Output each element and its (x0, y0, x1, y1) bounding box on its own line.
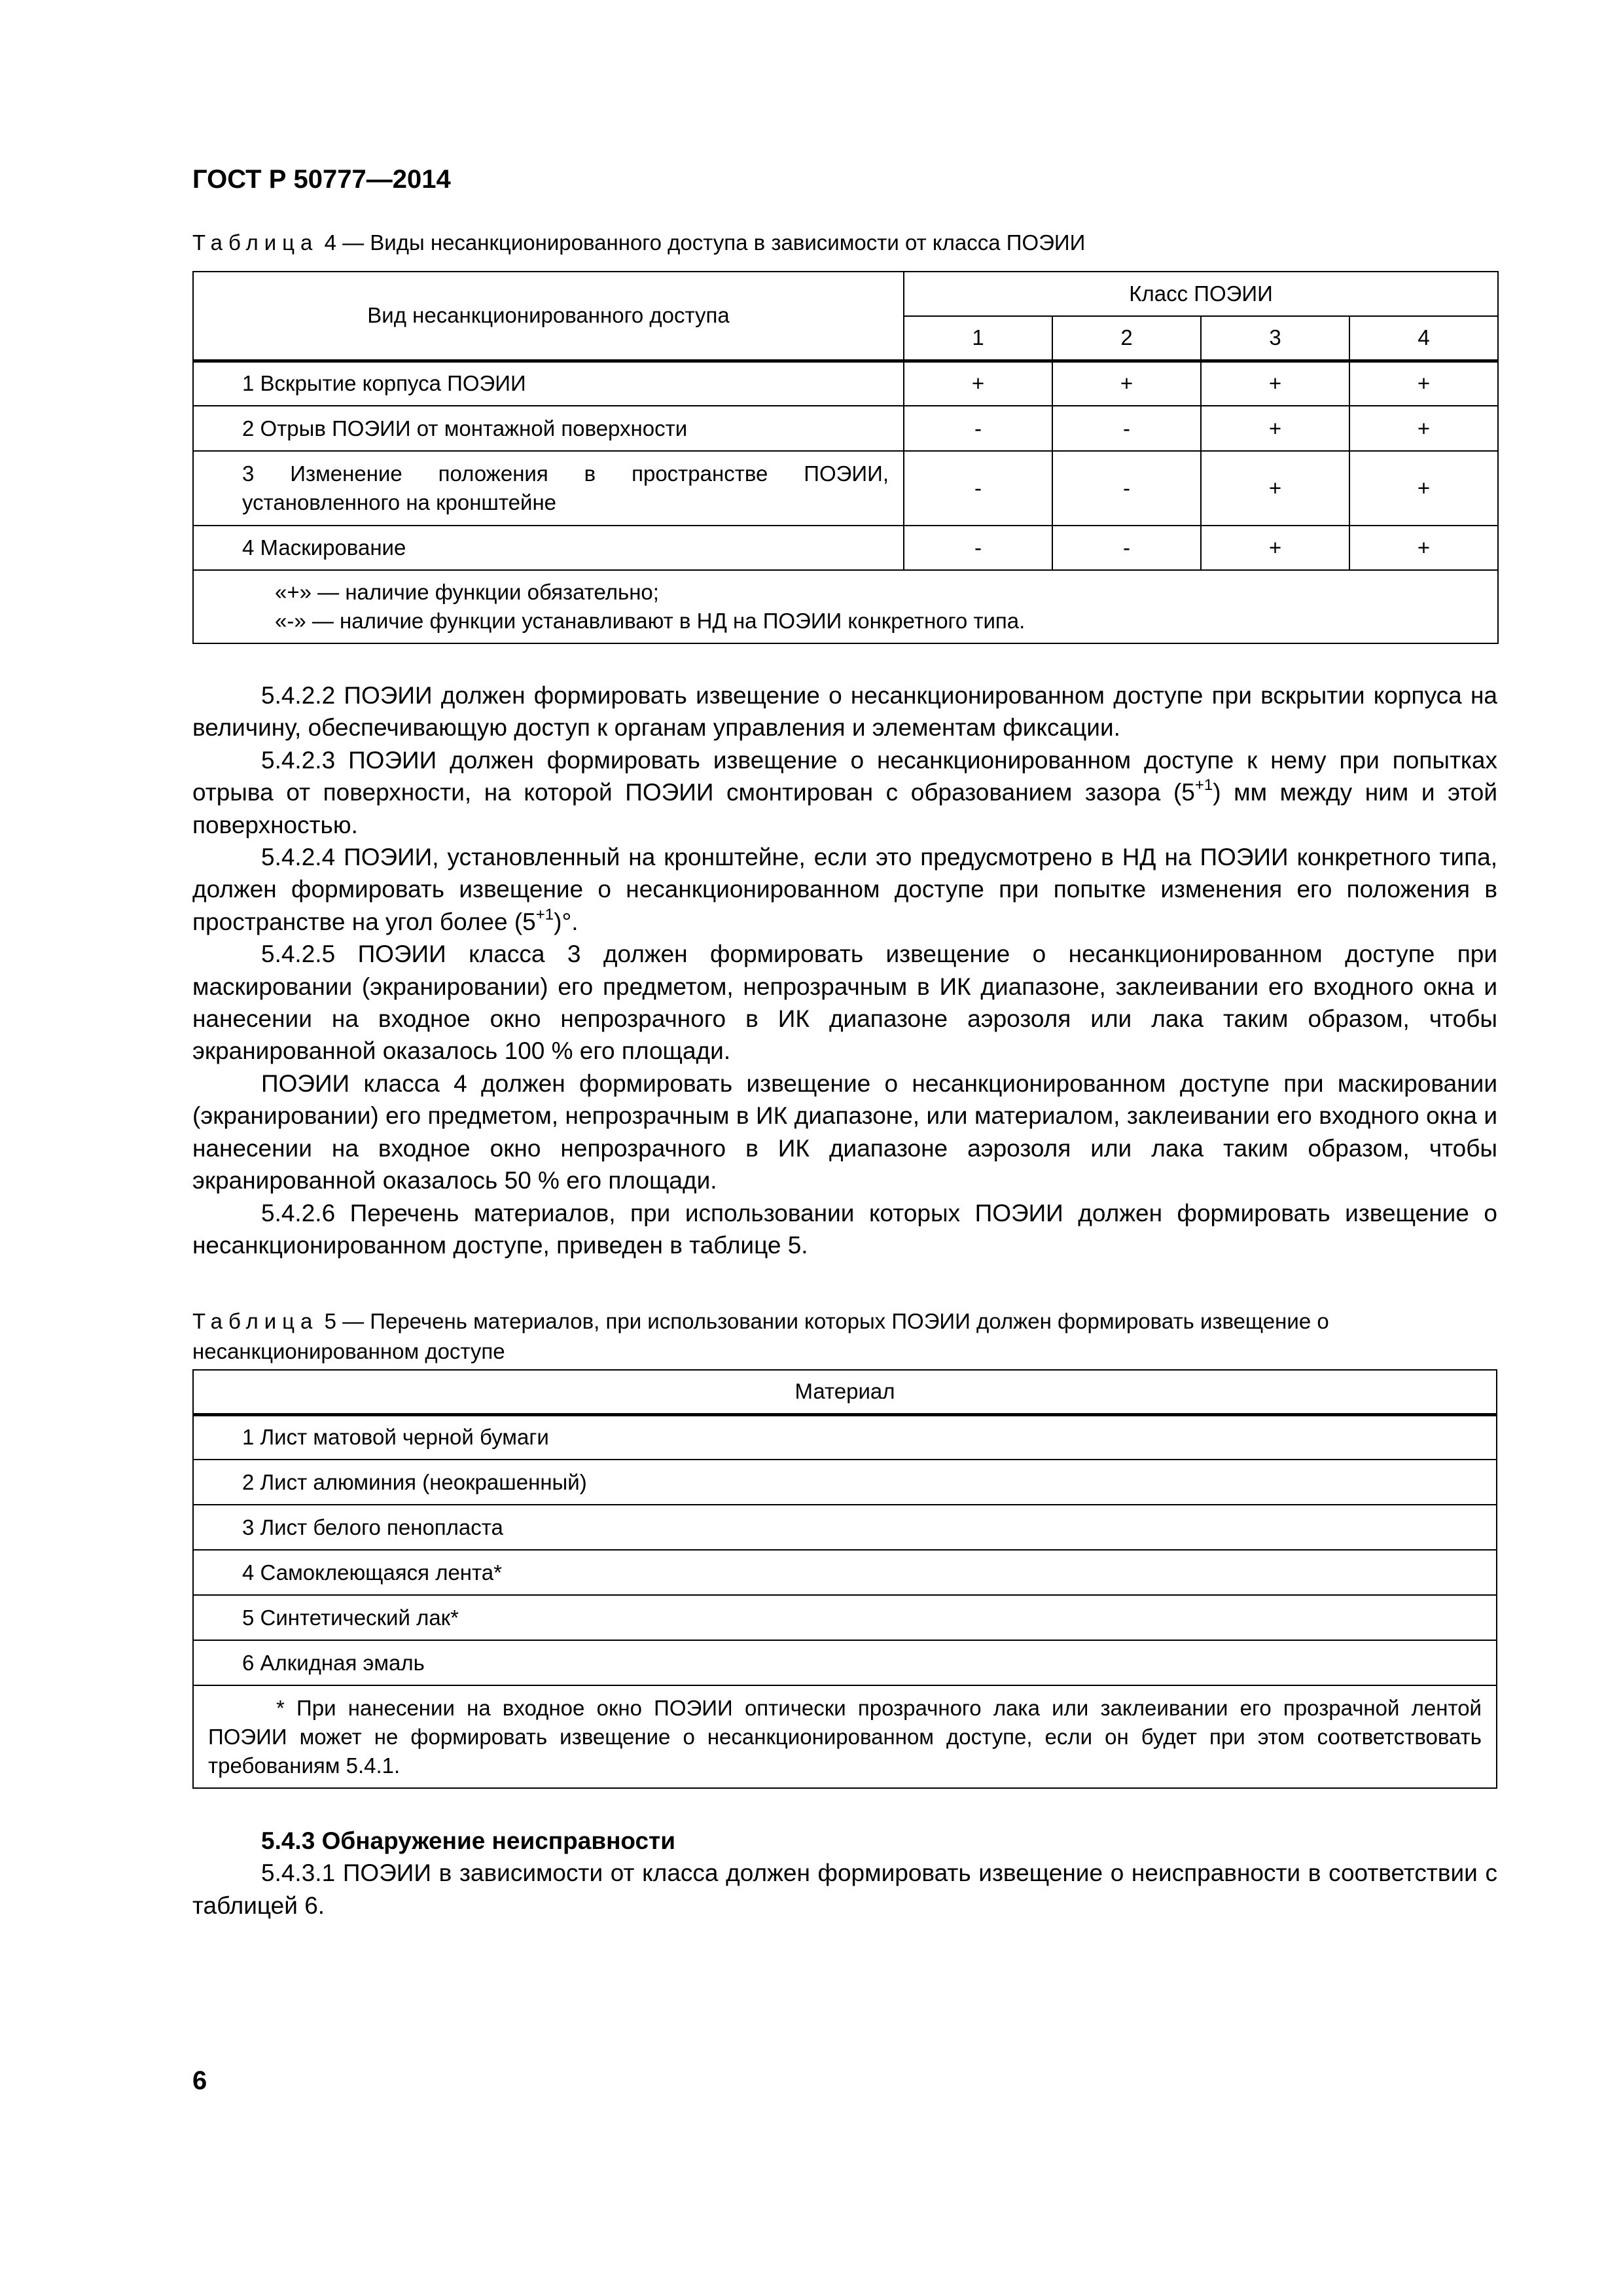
tolerance-sup: +1 (1194, 776, 1213, 795)
table4-note: «-» — наличие функции устанавливают в НД на ПОЭИИ конкретного типа. (275, 609, 1026, 633)
table4-row-label: 4 Маскирование (193, 526, 904, 570)
table4-group-header: Класс ПОЭИИ (904, 272, 1498, 316)
table5-caption (192, 1306, 1495, 1367)
table4-cell: + (904, 361, 1052, 406)
table-row (193, 361, 1498, 406)
table-row (193, 1414, 1497, 1460)
table5-row: 4 Самоклеющаяся лента* (193, 1550, 1497, 1595)
table4-cell: + (1201, 361, 1349, 406)
table4-class-header: 2 (1052, 316, 1201, 361)
table5-row: 1 Лист матовой черной бумаги (193, 1414, 1497, 1460)
page-number: 6 (192, 2066, 207, 2095)
paragraph-5424-tail: )°. (554, 908, 579, 935)
table4-cell: - (1052, 406, 1201, 451)
tolerance-sup: +1 (535, 905, 554, 924)
table-row (193, 451, 1498, 526)
table-row (193, 406, 1498, 451)
table4-row-label: 2 Отрыв ПОЭИИ от монтажной поверхности (193, 406, 904, 451)
table5-caption-text: 5 — Перечень материалов, при использовании которых ПОЭИИ должен формировать извещение о несанкционированном доступе (192, 1309, 1329, 1363)
table4-cell: - (1052, 451, 1201, 526)
table-row (193, 1460, 1497, 1505)
table4-notes (193, 570, 1498, 643)
table4-cell: - (1052, 526, 1201, 570)
table4-cell: + (1052, 361, 1201, 406)
paragraph-5425: 5.4.2.5 ПОЭИИ класса 3 должен формировать извещение о несанкционированном доступе при маскировании (экранировании) его предметом, непрозрачным в ИК диапазоне, заклеивании его входного окна и нанесении на входное окно непрозрачного в ИК диапазоне аэрозоля или лака таким образом, чтобы экранированной оказалось 100 % его площади. (192, 941, 1497, 1065)
document-id: ГОСТ Р 50777—2014 (192, 165, 451, 194)
paragraph-5422: 5.4.2.2 ПОЭИИ должен формировать извещение о несанкционированном доступе при вскрытии корпуса на величину, обеспечивающую доступ к органам управления и элементам фиксации. (192, 682, 1497, 742)
table-row (193, 1505, 1497, 1550)
table4-cell: + (1201, 406, 1349, 451)
table4-cell: + (1201, 451, 1349, 526)
table4-class-header: 4 (1349, 316, 1498, 361)
table4-class-header: 1 (904, 316, 1052, 361)
table4-row-label: 3 Изменение положения в пространстве ПОЭИИ, установленного на кронштейне (193, 451, 904, 526)
paragraph-5423-tail: ) мм между ним и этой поверхностью. (192, 779, 1497, 838)
table4-cell: + (1349, 406, 1498, 451)
table5-caption-word: Таблица (192, 1309, 319, 1333)
section-543 (192, 1825, 1497, 1922)
table4-cell: + (1201, 526, 1349, 570)
table4-row-label: 1 Вскрытие корпуса ПОЭИИ (193, 361, 904, 406)
table4-class-header: 3 (1201, 316, 1349, 361)
table4-col-header: Вид несанкционированного доступа (193, 272, 904, 361)
table5-footnote: * При нанесении на входное окно ПОЭИИ оптически прозрачного лака или заклеивании его прозрачной лентой ПОЭИИ может не формировать извещение о несанкционированном доступе, если он будет при этом соответствовать требованиям 5.4.1. (193, 1685, 1497, 1788)
paragraph-5431: 5.4.3.1 ПОЭИИ в зависимости от класса должен формировать извещение о неисправности в соответствии с таблицей 6. (192, 1859, 1497, 1919)
table-row (193, 526, 1498, 570)
paragraph-class4: ПОЭИИ класса 4 должен формировать извещение о несанкционированном доступе при маскировании (экранировании) его предметом, непрозрачным в ИК диапазоне, или материалом, заклеивании его входного окна и нанесении на входное окно непрозрачного в ИК диапазоне аэрозоля или лака таким образом, чтобы экранированной оказалось 50 % его площади. (192, 1069, 1497, 1194)
table4-cell: - (904, 526, 1052, 570)
paragraph-5423 (192, 744, 1497, 841)
paragraph-5424-text: 5.4.2.4 ПОЭИИ, установленный на кронштейне, если это предусмотрено в НД на ПОЭИИ конкретного типа, должен формировать извещение о несанкционированном доступе при попытке изменения его положения в пространстве на угол более (5 (192, 844, 1497, 935)
section-heading: 5.4.3 Обнаружение неисправности (261, 1827, 675, 1854)
paragraph-5424 (192, 841, 1497, 938)
table4 (192, 271, 1499, 644)
table-row (193, 1550, 1497, 1595)
table5-row: 2 Лист алюминия (неокрашенный) (193, 1460, 1497, 1505)
table4-caption (192, 228, 1495, 258)
table5-row: 5 Синтетический лак* (193, 1595, 1497, 1640)
table-row (193, 1640, 1497, 1685)
table4-cell: + (1349, 361, 1498, 406)
table5 (192, 1369, 1497, 1789)
table4-cell: - (904, 451, 1052, 526)
table4-cell: + (1349, 526, 1498, 570)
table4-caption-text: 4 — Виды несанкционированного доступа в зависимости от класса ПОЭИИ (324, 230, 1086, 255)
table4-caption-word: Таблица (192, 230, 319, 255)
table5-col-header: Материал (193, 1370, 1497, 1414)
table5-row: 3 Лист белого пенопласта (193, 1505, 1497, 1550)
paragraph-5426: 5.4.2.6 Перечень материалов, при использовании которых ПОЭИИ должен формировать извещение о несанкционированном доступе, приведен в таблице 5. (192, 1199, 1497, 1259)
table5-row: 6 Алкидная эмаль (193, 1640, 1497, 1685)
paragraph-5423-text: 5.4.2.3 ПОЭИИ должен формировать извещение о несанкционированном доступе к нему при попытках отрыва от поверхности, на которой ПОЭИИ смонтирован с образованием зазора (5 (192, 746, 1497, 806)
body-text-block-1 (192, 679, 1497, 1261)
table4-cell: - (904, 406, 1052, 451)
table4-note: «+» — наличие функции обязательно; (275, 580, 659, 604)
table4-cell: + (1349, 451, 1498, 526)
table-row (193, 1595, 1497, 1640)
